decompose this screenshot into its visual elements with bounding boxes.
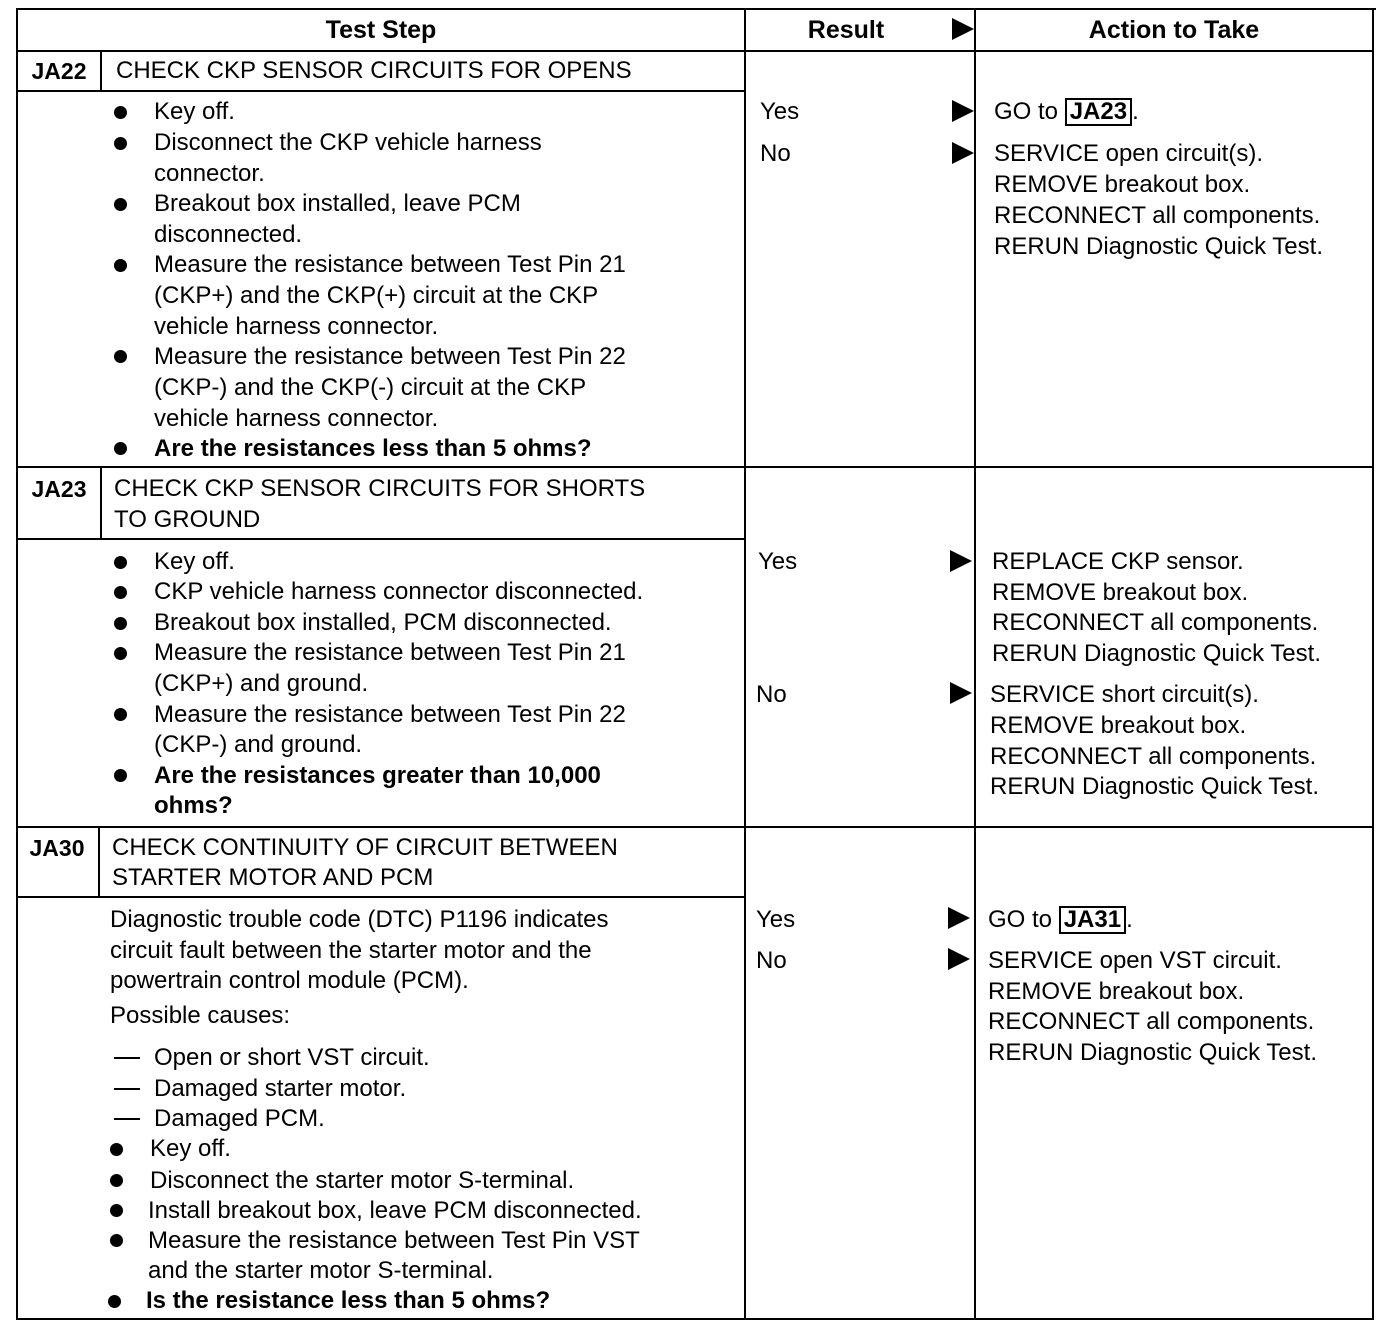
action-line: SERVICE open circuit(s). xyxy=(994,140,1263,167)
step-line: Key off. xyxy=(154,548,235,575)
action-line: SERVICE open VST circuit. xyxy=(988,947,1282,974)
action-goto-prefix: GO to xyxy=(988,906,1059,933)
dash-icon xyxy=(114,1118,140,1120)
step-reference-link[interactable]: JA31 xyxy=(1059,906,1126,934)
action-line: REPLACE CKP sensor. xyxy=(992,548,1244,575)
cause-line: Open or short VST circuit. xyxy=(154,1044,430,1071)
dash-icon xyxy=(114,1088,140,1090)
table-border-left xyxy=(16,8,18,1320)
title-divider-ja23 xyxy=(16,538,746,540)
action-line: RECONNECT all components. xyxy=(992,609,1319,636)
arrow-icon xyxy=(948,907,970,929)
arrow-icon xyxy=(950,682,972,704)
action-goto xyxy=(994,97,1139,127)
col-sep-test-result xyxy=(744,8,746,1320)
action-goto-suffix: . xyxy=(1132,98,1139,125)
step-line: and the starter motor S-terminal. xyxy=(148,1257,494,1284)
step-line: Measure the resistance between Test Pin 21 xyxy=(154,251,626,278)
step-line: Measure the resistance between Test Pin VST xyxy=(148,1227,640,1254)
step-line: Key off. xyxy=(154,98,235,125)
action-line: REMOVE breakout box. xyxy=(994,171,1251,198)
step-question: Are the resistances greater than 10,000 xyxy=(154,762,601,789)
bullet-icon xyxy=(114,442,127,455)
action-goto-prefix: GO to xyxy=(994,98,1065,125)
step-question: Is the resistance less than 5 ohms? xyxy=(146,1287,551,1314)
action-line: RECONNECT all components. xyxy=(990,743,1317,770)
step-line: connector. xyxy=(154,160,265,187)
step-question: Are the resistances less than 5 ohms? xyxy=(154,435,592,462)
step-line: Measure the resistance between Test Pin 21 xyxy=(154,639,626,666)
step-code: JA22 xyxy=(31,58,87,84)
result-no: No xyxy=(760,140,791,167)
bullet-icon xyxy=(110,1204,123,1217)
result-no: No xyxy=(756,947,787,974)
bullet-icon xyxy=(108,1295,121,1308)
action-line: RERUN Diagnostic Quick Test. xyxy=(994,233,1323,260)
action-line: RERUN Diagnostic Quick Test. xyxy=(990,773,1319,800)
action-line: REMOVE breakout box. xyxy=(992,579,1249,606)
action-line: RERUN Diagnostic Quick Test. xyxy=(992,640,1321,667)
action-line: REMOVE breakout box. xyxy=(988,978,1245,1005)
bullet-icon xyxy=(114,769,127,782)
step-line: CKP vehicle harness connector disconnected. xyxy=(154,578,644,605)
bullet-icon xyxy=(114,586,127,599)
result-yes: Yes xyxy=(756,906,796,933)
step-line: Key off. xyxy=(150,1135,231,1162)
code-sep-ja22 xyxy=(100,50,102,92)
intro-line: powertrain control module (PCM). xyxy=(110,967,469,994)
action-line: RECONNECT all components. xyxy=(988,1008,1315,1035)
bullet-icon xyxy=(114,198,127,211)
bullet-icon xyxy=(114,350,127,363)
step-code: JA30 xyxy=(29,835,85,861)
bullet-icon xyxy=(110,1234,123,1247)
step-line: Disconnect the CKP vehicle harness xyxy=(154,129,542,156)
step-line: (CKP-) and the CKP(-) circuit at the CKP xyxy=(154,374,587,401)
intro-line: Possible causes: xyxy=(110,1002,291,1029)
step-line: disconnected. xyxy=(154,221,303,248)
bullet-icon xyxy=(114,556,127,569)
result-yes: Yes xyxy=(758,548,798,575)
step-title: TO GROUND xyxy=(114,506,261,533)
title-divider-ja30 xyxy=(16,896,746,898)
table-border-bottom xyxy=(16,1318,1374,1320)
cause-line: Damaged starter motor. xyxy=(154,1075,407,1102)
step-line: vehicle harness connector. xyxy=(154,313,439,340)
bullet-icon xyxy=(114,106,127,119)
intro-line: Diagnostic trouble code (DTC) P1196 indicates xyxy=(110,906,609,933)
arrow-icon xyxy=(948,948,970,970)
bullet-icon xyxy=(114,137,127,150)
action-line: RERUN Diagnostic Quick Test. xyxy=(988,1039,1317,1066)
bullet-icon xyxy=(114,647,127,660)
arrow-icon xyxy=(952,142,974,164)
action-line: SERVICE short circuit(s). xyxy=(990,681,1259,708)
step-line: Disconnect the starter motor S-terminal. xyxy=(150,1167,575,1194)
header-action: Action to Take xyxy=(1088,16,1260,44)
code-sep-ja23 xyxy=(100,466,102,540)
intro-line: circuit fault between the starter motor and the xyxy=(110,937,592,964)
header-arrow-icon xyxy=(952,18,974,40)
step-reference-link[interactable]: JA23 xyxy=(1065,98,1132,126)
header-test-step: Test Step xyxy=(325,16,437,44)
step-title: CHECK CKP SENSOR CIRCUITS FOR SHORTS xyxy=(114,475,646,502)
step-line: (CKP+) and the CKP(+) circuit at the CKP xyxy=(154,282,599,309)
section-divider-1 xyxy=(16,466,1374,468)
step-line: (CKP-) and ground. xyxy=(154,731,363,758)
title-divider-ja22 xyxy=(16,90,746,92)
action-goto-suffix: . xyxy=(1126,906,1133,933)
step-line: Measure the resistance between Test Pin 22 xyxy=(154,343,626,370)
bullet-icon xyxy=(110,1174,123,1187)
action-goto xyxy=(988,905,1133,935)
arrow-icon xyxy=(952,100,974,122)
action-line: RECONNECT all components. xyxy=(994,202,1321,229)
result-yes: Yes xyxy=(760,98,800,125)
step-question: ohms? xyxy=(154,792,233,819)
col-sep-result-action xyxy=(974,8,976,1320)
step-title: CHECK CKP SENSOR CIRCUITS FOR OPENS xyxy=(116,57,632,84)
bullet-icon xyxy=(114,617,127,630)
action-line: REMOVE breakout box. xyxy=(990,712,1247,739)
code-sep-ja30 xyxy=(98,826,100,898)
step-line: Breakout box installed, PCM disconnected. xyxy=(154,609,612,636)
cause-line: Damaged PCM. xyxy=(154,1105,325,1132)
table-border-right xyxy=(1372,8,1374,1320)
bullet-icon xyxy=(114,708,127,721)
step-line: Install breakout box, leave PCM disconnected. xyxy=(148,1197,642,1224)
step-line: Breakout box installed, leave PCM xyxy=(154,190,521,217)
step-title: CHECK CONTINUITY OF CIRCUIT BETWEEN xyxy=(112,834,618,861)
bullet-icon xyxy=(110,1143,123,1156)
dash-icon xyxy=(114,1057,140,1059)
bullet-icon xyxy=(114,259,127,272)
step-code: JA23 xyxy=(31,476,87,502)
section-divider-2 xyxy=(16,826,1374,828)
step-title: STARTER MOTOR AND PCM xyxy=(112,864,434,891)
step-line: vehicle harness connector. xyxy=(154,405,439,432)
result-no: No xyxy=(756,681,787,708)
arrow-icon xyxy=(950,550,972,572)
step-line: Measure the resistance between Test Pin 22 xyxy=(154,701,626,728)
step-line: (CKP+) and ground. xyxy=(154,670,369,697)
header-result: Result xyxy=(807,16,885,44)
